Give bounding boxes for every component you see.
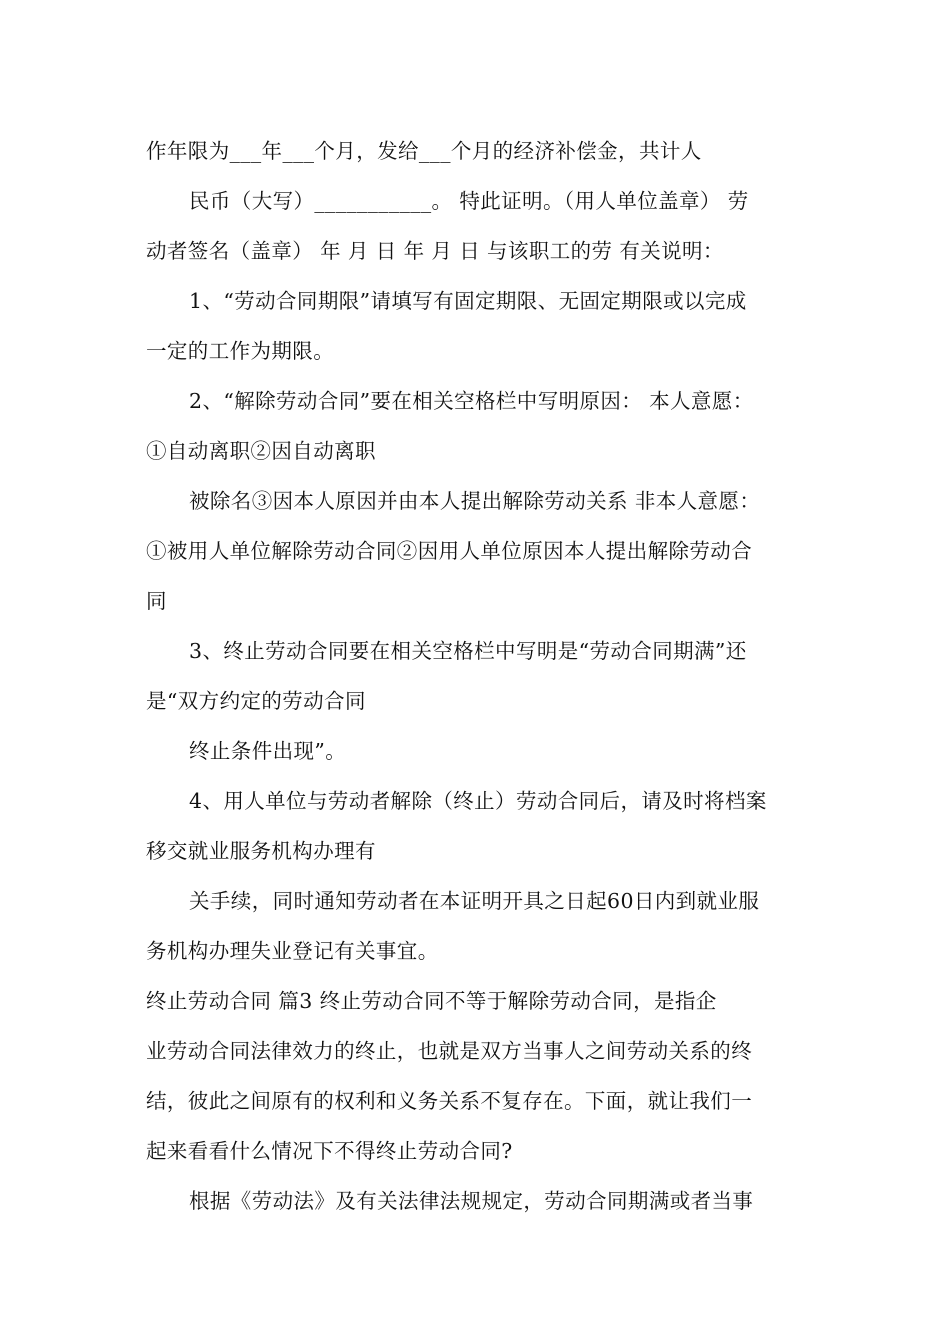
text-line: 结，彼此之间原有的权利和义务关系不复存在。下面，就让我们一 [146,1089,753,1113]
text-line: 动者签名（盖章） 年 月 日 年 月 日 与该职工的劳 有关说明： [146,239,724,263]
text-line: 被除名③因本人原因并由本人提出解除劳动关系 非本人意愿： [189,489,761,513]
text-line: 终止条件出现”。 [189,739,347,763]
text-line: 移交就业服务机构办理有 [146,839,376,863]
text-line: 作年限为___年___个月，发给___个月的经济补偿金，共计人 [146,139,702,163]
text-line: 起来看看什么情况下不得终止劳动合同? [146,1139,513,1163]
section-heading-line: 终止劳动合同 篇3 终止劳动合同不等于解除劳动合同，是指企 [146,989,717,1013]
text-line: ①被用人单位解除劳动合同②因用人单位原因本人提出解除劳动合 [146,539,753,563]
text-line: 4、用人单位与劳动者解除（终止）劳动合同后，请及时将档案 [189,789,767,813]
text-line: ①自动离职②因自动离职 [146,439,376,463]
text-line: 1、“劳动合同期限”请填写有固定期限、无固定期限或以完成 [189,289,747,313]
text-line: 关手续，同时通知劳动者在本证明开具之日起60日内到就业服 [189,889,760,913]
text-line: 民币（大写）___________。 特此证明。（用人单位盖章） 劳 [189,189,749,213]
text-line: 是“双方约定的劳动合同 [146,689,366,713]
text-line: 同 [146,589,167,613]
text-line: 根据《劳动法》及有关法律法规规定，劳动合同期满或者当事 [189,1189,754,1213]
text-line: 2、“解除劳动合同”要在相关空格栏中写明原因： 本人意愿： [189,389,754,413]
text-line: 3、终止劳动合同要在相关空格栏中写明是“劳动合同期满”还 [189,639,747,663]
text-line: 业劳动合同法律效力的终止，也就是双方当事人之间劳动关系的终 [146,1039,753,1063]
text-line: 一定的工作为期限。 [146,339,335,363]
text-line: 务机构办理失业登记有关事宜。 [146,939,439,963]
